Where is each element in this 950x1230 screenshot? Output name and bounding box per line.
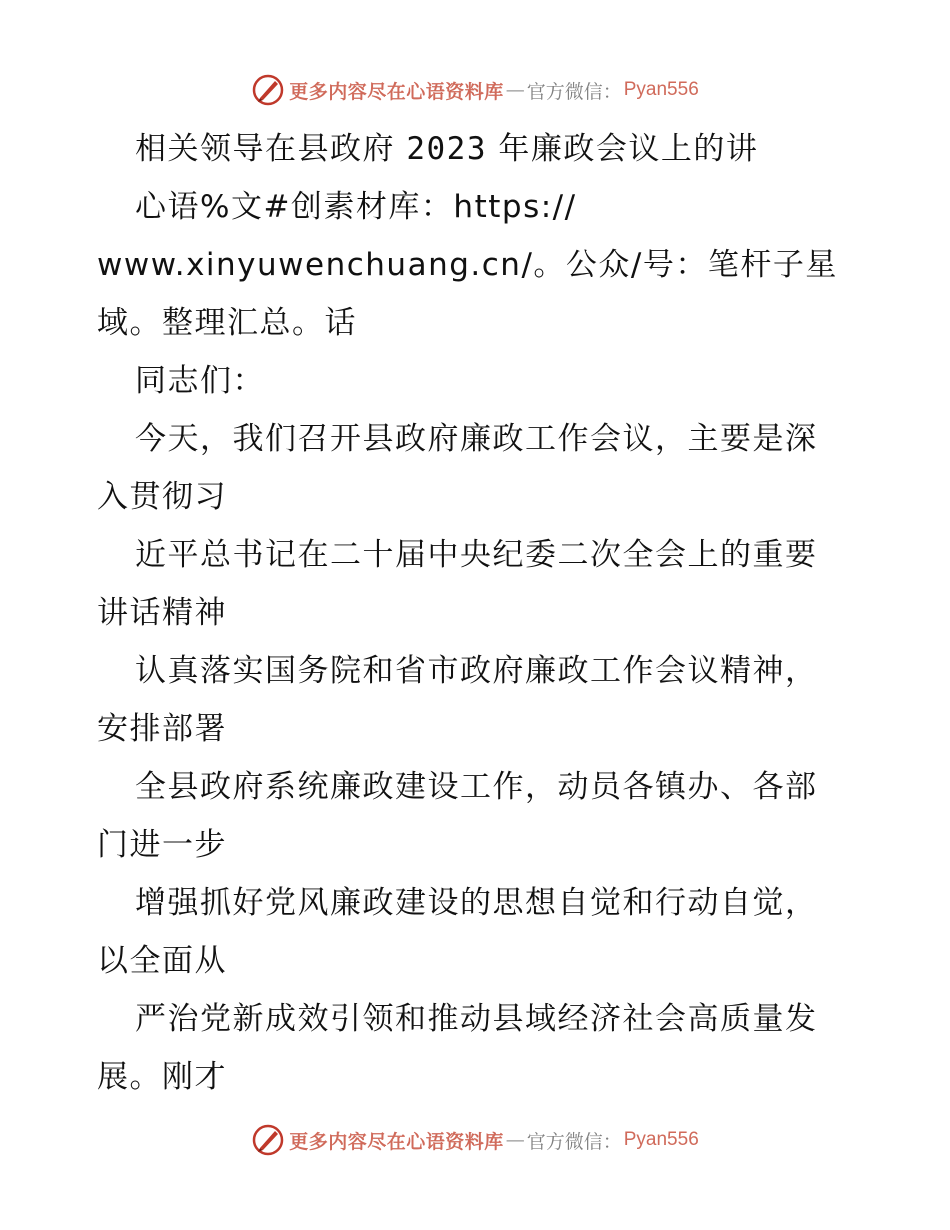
paragraph-line: 展。刚才 [97, 1059, 227, 1095]
quill-pen-logo-icon [251, 73, 285, 107]
salutation: 同志们： [135, 363, 265, 399]
banner-wechat-label: 官方微信： [526, 1130, 622, 1153]
paragraph-line: 入贯彻习 [97, 479, 227, 515]
banner-promo-text: 更多内容尽在心语资料库 [289, 1130, 504, 1153]
paragraph-line: 认真落实国务院和省市政府廉政工作会议精神， [135, 653, 818, 689]
paragraph-line: 门进一步 [97, 827, 227, 863]
header-banner [0, 68, 950, 112]
paragraph-line: 今天，我们召开县政府廉政工作会议，主要是深 [135, 421, 818, 457]
title-text-end: 年廉政会议上的讲 [487, 131, 759, 167]
paragraph-line: 增强抓好党风廉政建设的思想自觉和行动自觉， [135, 885, 818, 921]
document-title [97, 120, 877, 178]
document-body [97, 120, 877, 1106]
source-line-2: www.xinyuwenchuang.cn/。公众/号：笔杆子星 [97, 247, 838, 283]
paragraph-line: 讲话精神 [97, 595, 227, 631]
title-year: 2023 [406, 131, 488, 167]
paragraph-line: 安排部署 [97, 711, 227, 747]
title-text-start: 相关领导在县政府 [135, 131, 407, 167]
source-line-3: 域。整理汇总。话 [97, 305, 357, 341]
banner-separator: — [505, 1129, 525, 1151]
banner-promo-text: 更多内容尽在心语资料库 [289, 80, 504, 103]
paragraph-line: 全县政府系统廉政建设工作，动员各镇办、各部 [135, 769, 818, 805]
source-line-1: 心语%文#创素材库：https:// [135, 189, 577, 225]
paragraph-line: 以全面从 [97, 943, 227, 979]
banner-wechat-label: 官方微信： [526, 80, 622, 103]
banner-separator: — [505, 79, 525, 101]
paragraph-line: 近平总书记在二十届中央纪委二次全会上的重要 [135, 537, 818, 573]
banner-wechat-id: Pyan556 [623, 1129, 699, 1150]
footer-banner [0, 1118, 950, 1162]
paragraph-line: 严治党新成效引领和推动县域经济社会高质量发 [135, 1001, 818, 1037]
quill-pen-logo-icon [251, 1123, 285, 1157]
banner-wechat-id: Pyan556 [623, 79, 699, 100]
